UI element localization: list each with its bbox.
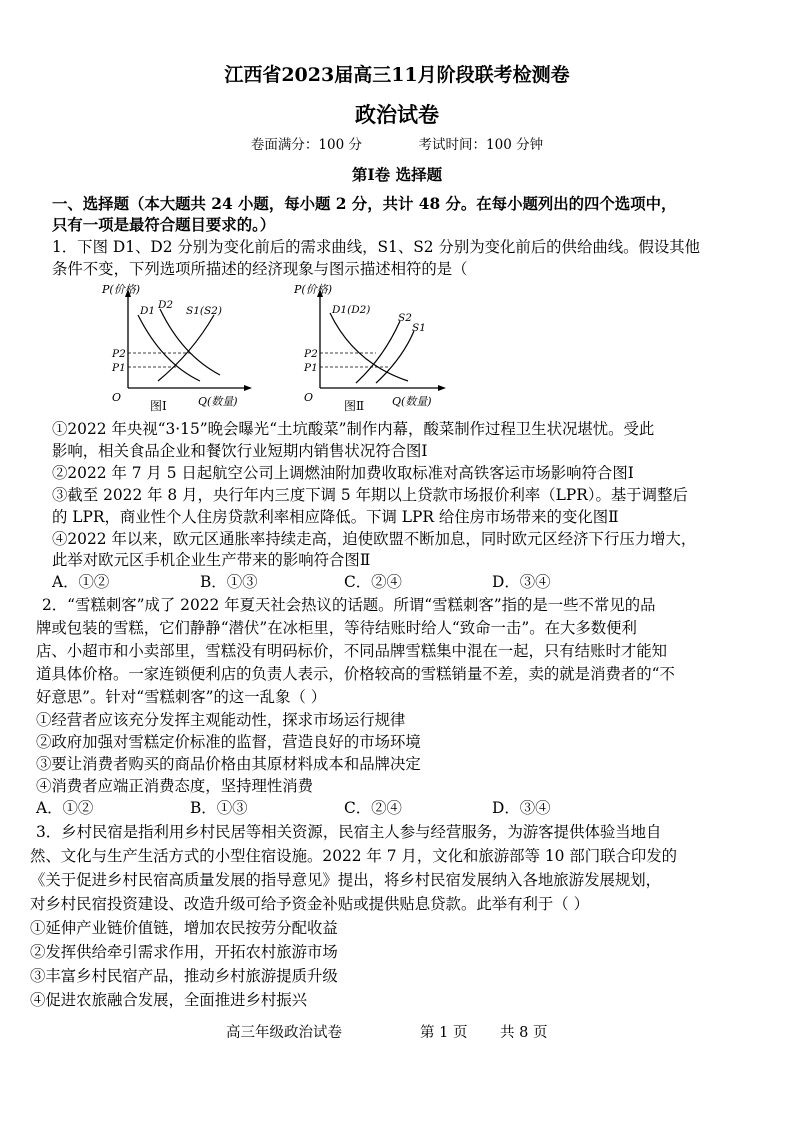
time-info: 考试时间：100 分钟 <box>418 137 544 153</box>
q3-stem-line-1: 3．乡村民宿是指利用乡村民居等相关资源，民宿主人参与经营服务，为游客提供体验当地自 <box>36 823 662 841</box>
q3-item-2: ②发挥供给牵引需求作用，开拓农村旅游市场 <box>30 943 338 961</box>
graph-1-p2-label: P2 <box>112 348 126 360</box>
q2-stem-line-5: 好意思”。针对“雪糕刺客”的这一乱象（ ） <box>36 688 327 706</box>
q2-option-d[interactable]: D．③④ <box>492 799 551 817</box>
q2-item-1: ①经营者应该充分发挥主观能动性，探求市场运行规律 <box>36 711 406 729</box>
graph-2-y-label: P(价格) <box>294 283 332 296</box>
q1-option-a[interactable]: A．①② <box>52 573 110 591</box>
q1-option-d[interactable]: D．③④ <box>492 573 551 591</box>
graph-1-y-label: P(价格) <box>102 283 140 296</box>
q1-item-4-line-2: 此举对欧元区手机企业生产带来的影响符合图Ⅱ <box>52 551 371 569</box>
graph-1-caption: 图Ⅰ <box>150 399 167 413</box>
q2-stem-line-4: 道具体价格。一家连锁便利店的负责人表示，价格较高的雪糕销量不差，卖的就是消费者的“不 <box>36 665 675 683</box>
graph-2-demand-d <box>330 313 408 381</box>
instructions-line-2: 只有一项是最符合题目要求的。） <box>52 216 276 234</box>
q1-item-2: ②2022 年 7 月 5 日起航空公司上调燃油附加费收取标准对高铁客运市场影响符合图Ⅰ <box>52 464 634 482</box>
graph-2-p2-label: P2 <box>304 348 318 360</box>
graph-2-caption: 图Ⅱ <box>344 399 365 413</box>
q1-stem-line-1: 1．下图 D1、D2 分别为变化前后的需求曲线，S1、S2 分别为变化前后的供给曲线。假设其他 <box>52 238 701 256</box>
graph-2-p1-label: P1 <box>304 362 318 374</box>
q3-item-4: ④促进农旅融合发展，全面推进乡村振兴 <box>30 991 308 1009</box>
graph-2-x-arrow <box>438 385 446 391</box>
graph-2-d-label: D1(D2) <box>332 304 371 316</box>
q2-stem-line-3: 店、小超市和小卖部里，雪糕没有明码标价，不同品牌雪糕集中混在一起，只有结账时才能知 <box>36 642 668 660</box>
graph-2-origin: O <box>304 391 314 404</box>
q3-item-1: ①延伸产业链价值链，增加农民按劳分配收益 <box>30 919 338 937</box>
q2-item-2: ②政府加强对雪糕定价标准的监督，营造良好的市场环境 <box>36 733 421 751</box>
graph-2-supply-s2 <box>356 321 400 383</box>
graph-1-d1-label: D1 <box>140 305 156 317</box>
footer-grade-subject: 高三年级政治试卷 <box>226 1025 342 1041</box>
exam-meta <box>0 134 794 156</box>
graph-2 <box>294 283 454 418</box>
q2-option-a[interactable]: A．①② <box>36 799 94 817</box>
q2-option-b[interactable]: B．①③ <box>190 799 248 817</box>
q1-item-3-line-1: ③截至 2022 年 8 月，央行年内三度下调 5 年期以上贷款市场报价利率（LPR）。基于调整后 <box>52 486 688 504</box>
q1-option-b[interactable]: B．①③ <box>200 573 258 591</box>
section-title: 第Ⅰ卷 选择题 <box>351 165 443 184</box>
q3-item-3: ③丰富乡村民宿产品，推动乡村旅游提质升级 <box>30 967 338 985</box>
graph-1-x-label: Q(数量) <box>198 395 238 408</box>
graph-2-s1-label: S1 <box>412 322 426 334</box>
graph-1-p1-label: P1 <box>112 362 126 374</box>
footer-page-current: 第 1 页 <box>420 1025 468 1041</box>
graph-2-s2-label: S2 <box>398 312 412 324</box>
q2-item-4: ④消费者应端正消费态度，坚持理性消费 <box>36 777 314 795</box>
subject-title: 政治试卷 <box>355 102 439 127</box>
q1-item-3-line-2: 的 LPR，商业性个人住房贷款利率相应降低。下调 LPR 给住房市场带来的变化图Ⅱ <box>52 508 619 526</box>
instructions-line-1: 一、选择题（本大题共 24 小题，每小题 2 分，共计 48 分。在每小题列出的四个选项中， <box>52 195 677 213</box>
q2-stem-line-1: 2．“雪糕刺客”成了 2022 年夏天社会热议的话题。所谓“雪糕刺客”指的是一些不常见的品 <box>42 596 656 614</box>
q1-item-1-line-1: ①2022 年央视“3·15”晚会曝光“土坑酸菜”制作内幕，酸菜制作过程卫生状况堪忧。受此 <box>52 420 655 438</box>
graph-1-origin: O <box>112 391 122 404</box>
q1-item-4-line-1: ④2022 年以来，欧元区通胀率持续走高，迫使欧盟不断加息，同时欧元区经济下行压力增大， <box>52 530 697 548</box>
graph-1-x-arrow <box>244 385 252 391</box>
q1-item-1-line-2: 影响，相关食品企业和餐饮行业短期内销售状况符合图Ⅰ <box>52 442 428 460</box>
graph-1-s-label: S1(S2) <box>186 305 222 317</box>
graph-2-supply-s1 <box>376 331 414 383</box>
graph-2-x-label: Q(数量) <box>392 395 432 408</box>
score-info: 卷面满分：100 分 <box>250 137 362 153</box>
footer-page-total: 共 8 页 <box>500 1025 548 1041</box>
q2-item-3: ③要让消费者购买的商品价格由其原材料成本和品牌决定 <box>36 755 421 773</box>
q2-stem-line-2: 牌或包装的雪糕，它们静静“潜伏”在冰柜里，等待结账时给人“致命一击”。在大多数便利 <box>36 619 637 637</box>
q3-stem-line-4: 对乡村民宿投资建设、改造升级可给予资金补贴或提供贴息贷款。此举有利于（ ） <box>30 895 589 913</box>
exam-title: 江西省2023届高三11月阶段联考检测卷 <box>224 64 570 86</box>
q1-option-c[interactable]: C．②④ <box>344 573 402 591</box>
graph-1-d2-label: D2 <box>158 299 174 311</box>
q3-stem-line-2: 然、文化与生产生活方式的小型住宿设施。2022 年 7 月，文化和旅游部等 10 部门联合印发的 <box>30 847 678 865</box>
q2-option-c[interactable]: C．②④ <box>344 799 402 817</box>
q1-stem-line-2: 条件不变，下列选项所描述的经济现象与图示描述相符的是（ <box>52 260 468 278</box>
graph-1 <box>100 283 260 418</box>
q3-stem-line-3: 《关于促进乡村民宿高质量发展的指导意见》提出，将乡村民宿发展纳入各地旅游发展规划， <box>30 871 662 889</box>
